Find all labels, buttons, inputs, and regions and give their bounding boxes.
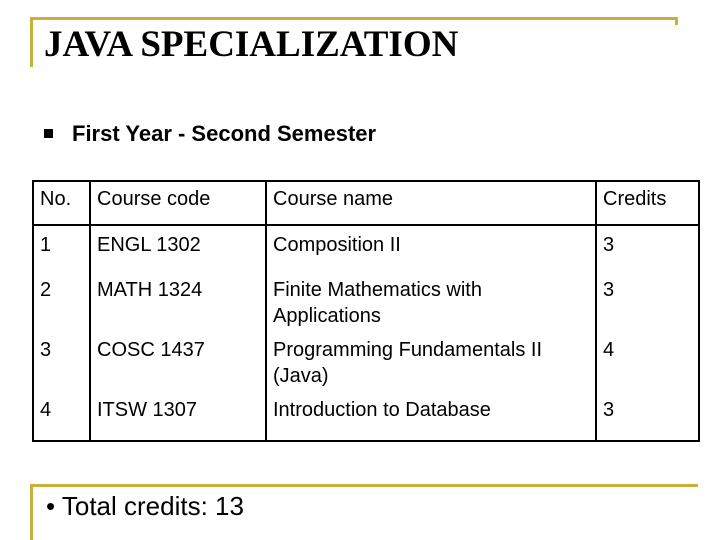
top-left-border-line bbox=[30, 17, 33, 67]
bottom-left-border-line bbox=[30, 484, 33, 540]
cell-credits: 3 bbox=[596, 271, 699, 331]
header-credits: Credits bbox=[596, 181, 699, 225]
cell-course-name: Composition II bbox=[266, 225, 596, 271]
top-right-border-tick bbox=[675, 17, 678, 25]
table-header-row bbox=[33, 181, 699, 225]
header-no: No. bbox=[33, 181, 90, 225]
cell-course-name: Programming Fundamentals II (Java) bbox=[266, 331, 596, 391]
course-table bbox=[32, 180, 700, 442]
table-row bbox=[33, 271, 699, 331]
cell-course-name: Introduction to Database bbox=[266, 391, 596, 441]
cell-no: 3 bbox=[33, 331, 90, 391]
header-course-code: Course code bbox=[90, 181, 266, 225]
cell-no: 2 bbox=[33, 271, 90, 331]
total-credits: • Total credits: 13 bbox=[46, 491, 244, 521]
page-title: JAVA SPECIALIZATION bbox=[44, 24, 459, 65]
cell-credits: 3 bbox=[596, 225, 699, 271]
table-row bbox=[33, 391, 699, 441]
header-course-name: Course name bbox=[266, 181, 596, 225]
cell-no: 1 bbox=[33, 225, 90, 271]
bottom-border-line bbox=[30, 484, 698, 487]
cell-course-code: COSC 1437 bbox=[90, 331, 266, 391]
cell-credits: 4 bbox=[596, 331, 699, 391]
cell-credits: 3 bbox=[596, 391, 699, 441]
table-row bbox=[33, 331, 699, 391]
cell-course-name: Finite Mathematics with Applications bbox=[266, 271, 596, 331]
cell-course-code: ITSW 1307 bbox=[90, 391, 266, 441]
cell-course-code: MATH 1324 bbox=[90, 271, 266, 331]
square-bullet-icon bbox=[44, 129, 53, 138]
semester-subtitle: First Year - Second Semester bbox=[72, 121, 377, 146]
cell-course-code: ENGL 1302 bbox=[90, 225, 266, 271]
table-row bbox=[33, 225, 699, 271]
cell-no: 4 bbox=[33, 391, 90, 441]
top-border-line bbox=[30, 17, 678, 20]
